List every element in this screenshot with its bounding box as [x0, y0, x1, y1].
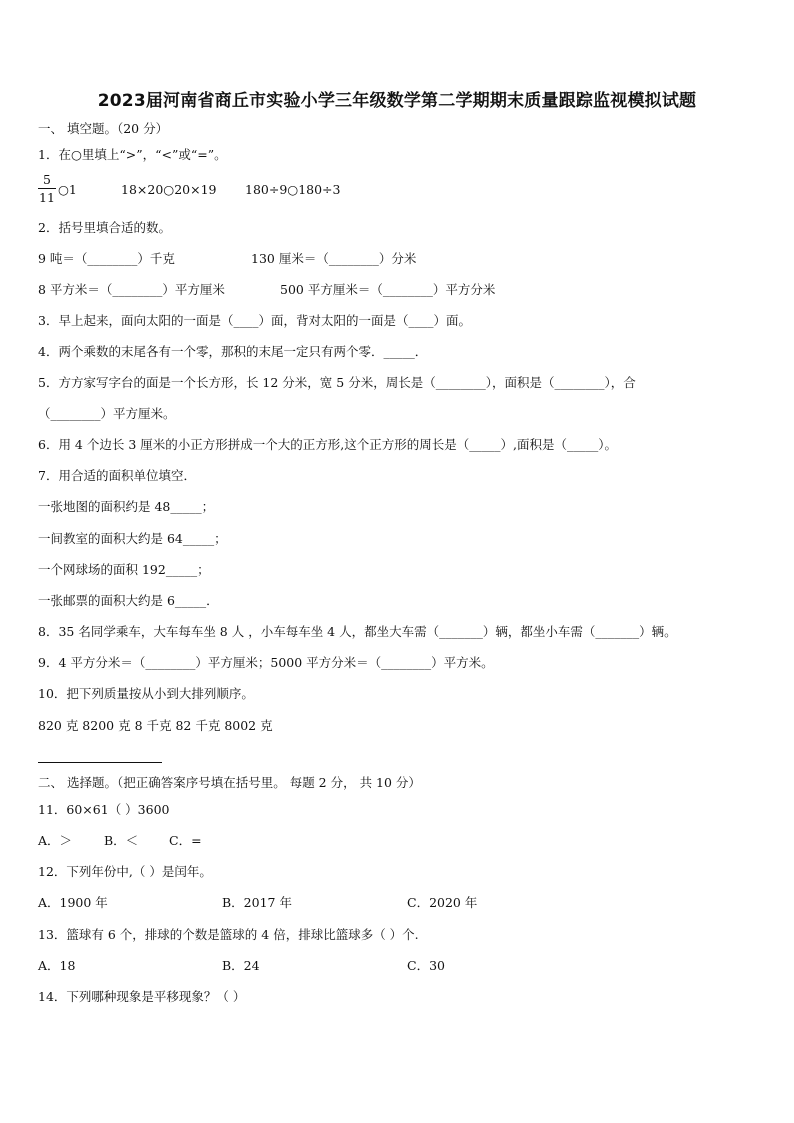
- question-2: 2．括号里填合适的数。: [38, 220, 171, 235]
- question-9: 9．4 平方分米＝（________）平方厘米；5000 平方分米＝（________）平方米。: [38, 655, 494, 670]
- fraction: [38, 172, 56, 205]
- q1-item-c: 180÷9○180÷3: [245, 182, 341, 197]
- question-13: 13．篮球有 6 个，排球的个数是篮球的 4 倍，排球比篮球多（ ）个.: [38, 927, 419, 942]
- q2-line2-b: 500 平方厘米＝（________）平方分米: [280, 282, 496, 297]
- q2-line1-b: 130 厘米＝（________）分米: [251, 251, 417, 266]
- section-1-heading: 一、 填空题。（20 分）: [38, 121, 169, 136]
- question-3: 3．早上起来，面向太阳的一面是（____）面，背对太阳的一面是（____）面。: [38, 313, 471, 328]
- q13-option-b: B．24: [222, 958, 260, 973]
- page-title: 2023届河南省商丘市实验小学三年级数学第二学期期末质量跟踪监视模拟试题: [97, 91, 697, 111]
- question-7: 7．用合适的面积单位填空．: [38, 468, 196, 483]
- q13-option-a: A．18: [38, 958, 76, 973]
- q1-item-a: ○1: [58, 182, 77, 197]
- q7-item-c: 一个网球场的面积 192_____；: [38, 562, 210, 577]
- q7-item-d: 一张邮票的面积大约是 6_____．: [38, 593, 219, 608]
- q12-option-c: C．2020 年: [407, 895, 478, 910]
- q11-option-a: A．＞: [38, 833, 73, 848]
- fraction-denominator: 11: [39, 190, 55, 205]
- q12-option-a: A．1900 年: [38, 895, 108, 910]
- question-6: 6．用 4 个边长 3 厘米的小正方形拼成一个大的正方形,这个正方形的周长是（_____）,面积是（_____）。: [38, 437, 617, 452]
- question-5-line-2: （________）平方厘米。: [38, 406, 176, 421]
- question-14: 14．下列哪种现象是平移现象？（ ）: [38, 989, 246, 1004]
- q11-option-c: C．=: [169, 833, 202, 848]
- q7-item-a: 一张地图的面积约是 48_____；: [38, 499, 215, 514]
- q2-line2-a: 8 平方米＝（________）平方厘米: [38, 282, 225, 297]
- q7-item-b: 一间教室的面积大约是 64_____；: [38, 531, 227, 546]
- q12-option-b: B．2017 年: [222, 895, 292, 910]
- q11-option-b: B．＜: [104, 833, 139, 848]
- question-12: 12．下列年份中,（ ）是闰年。: [38, 864, 212, 879]
- question-8: 8．35 名同学乘车，大车每车坐 8 人 ，小车每车坐 4 人，都坐大车需（_______）辆，都坐小车需（_______）辆。: [38, 624, 677, 639]
- question-5-line-1: 5．方方家写字台的面是一个长方形，长 12 分米，宽 5 分米，周长是（________），面积是（________），合: [38, 375, 636, 390]
- q10-items: 820 克 8200 克 8 千克 82 千克 8002 克: [38, 718, 273, 733]
- q1-item-b: 18×20○20×19: [121, 182, 217, 197]
- question-10: 10．把下列质量按从小到大排列顺序。: [38, 686, 254, 701]
- q13-option-c: C．30: [407, 958, 445, 973]
- question-11: 11．60×61（ ）3600: [38, 802, 170, 817]
- question-4: 4．两个乘数的末尾各有一个零，那积的末尾一定只有两个零．_____．: [38, 344, 428, 359]
- fraction-numerator: 5: [38, 172, 56, 189]
- section-2-heading: 二、 选择题。（把正确答案序号填在括号里。 每题 2 分， 共 10 分）: [38, 775, 421, 790]
- q2-line1-a: 9 吨＝（________）千克: [38, 251, 175, 266]
- answer-divider-line: [38, 762, 162, 763]
- question-1: 1．在○里填上“>”，“<”或“=”。: [38, 147, 227, 162]
